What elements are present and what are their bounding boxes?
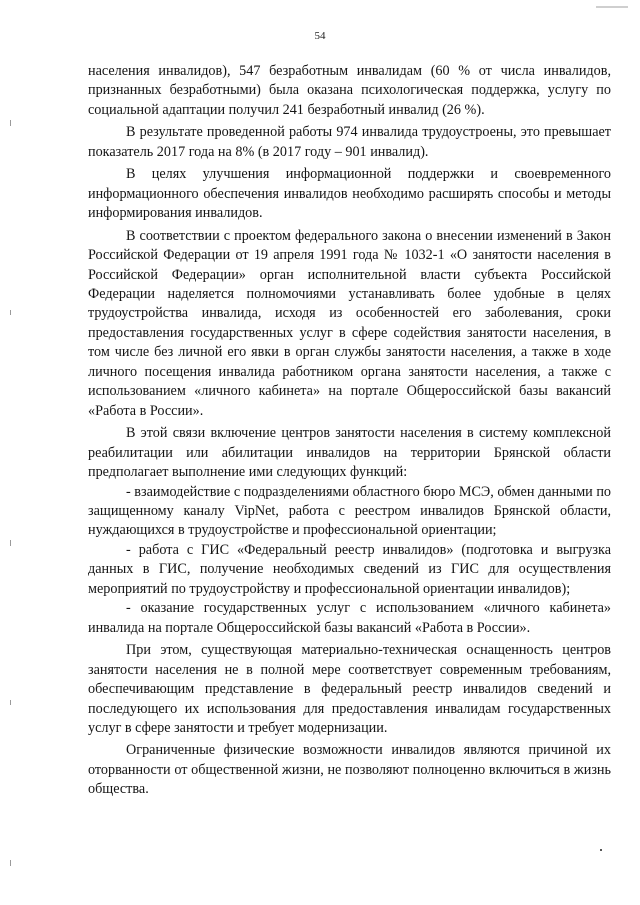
paragraph: Ограниченные физические возможности инвалидов являются причиной их оторванности от общественной жизни, не позволяют полноценно включиться в жизнь общества. — [88, 742, 611, 798]
paragraph: В соответствии с проектом федерального закона о внесении изменений в Закон Российской Федерации от 19 апреля 1991 года № 1032-1 «О занятости населения в Российской Федерации» орган исполнительной власти субъекта Российской Федерации наделяется полномочиями устанавливать более удобные в целях трудоустройства инвалида, исходя из особенностей его заболевания, сроки предоставления государственных услуг в сфере содействия занятости населения, в том числе без личной его явки в орган службы занятости населения, а также в ходе личного посещения инвалида работником органа занятости населения, а также с использованием «личного кабинета» на портале Общероссийской базы вакансий «Работа в России». — [88, 227, 611, 419]
body-text — [88, 62, 611, 800]
list-item: - взаимодействие с подразделениями областного бюро МСЭ, обмен данными по защищенному каналу VipNet, работа с реестром инвалидов Брянской области, нуждающихся в трудоустройстве и профессиональной ориентации; — [88, 483, 612, 539]
paragraph: населения инвалидов), 547 безработным инвалидам (60 % от числа инвалидов, признанных безработными) была оказана психологическая поддержка, услугу по социальной адаптации получил 241 безработный инвалид (26 %). — [88, 63, 611, 118]
scan-artifact — [600, 849, 602, 851]
list-item: - работа с ГИС «Федеральный реестр инвалидов» (подготовка и выгрузка данных в ГИС, получение необходимых сведений из ГИС для осуществления мероприятий по трудоустройству и профессиональной ориентации инвалидов); — [88, 541, 611, 597]
paragraph: В этой связи включение центров занятости населения в систему комплексной реабилитации или абилитации инвалидов на территории Брянской области предполагает выполнение ими следующих функций: — [88, 425, 611, 481]
paragraph: В целях улучшения информационной поддержки и своевременного информационного обеспечения инвалидов необходимо расширять способы и методы информирования инвалидов. — [88, 166, 611, 222]
scan-artifact — [10, 700, 11, 705]
scan-artifact — [596, 6, 628, 8]
scan-artifact — [10, 860, 11, 866]
paragraph: При этом, существующая материально-техническая оснащенность центров занятости населения не в полной мере соответствует современным требованиям, обеспечивающим представление в федеральный реестр инвалидов сведений и последующего их использования для предоставления инвалидам государственных услуг в сфере занятости и требует модернизации. — [88, 642, 611, 736]
scan-artifact — [10, 120, 11, 126]
list-item: - оказание государственных услуг с использованием «личного кабинета» инвалида на портале Общероссийской базы вакансий «Работа в России». — [88, 600, 611, 636]
page-number: 54 — [314, 30, 326, 42]
scan-artifact — [10, 540, 11, 546]
scan-artifact — [10, 310, 11, 315]
paragraph: В результате проведенной работы 974 инвалида трудоустроены, это превышает показатель 2017 года на 8% (в 2017 году – 901 инвалид). — [88, 124, 611, 160]
